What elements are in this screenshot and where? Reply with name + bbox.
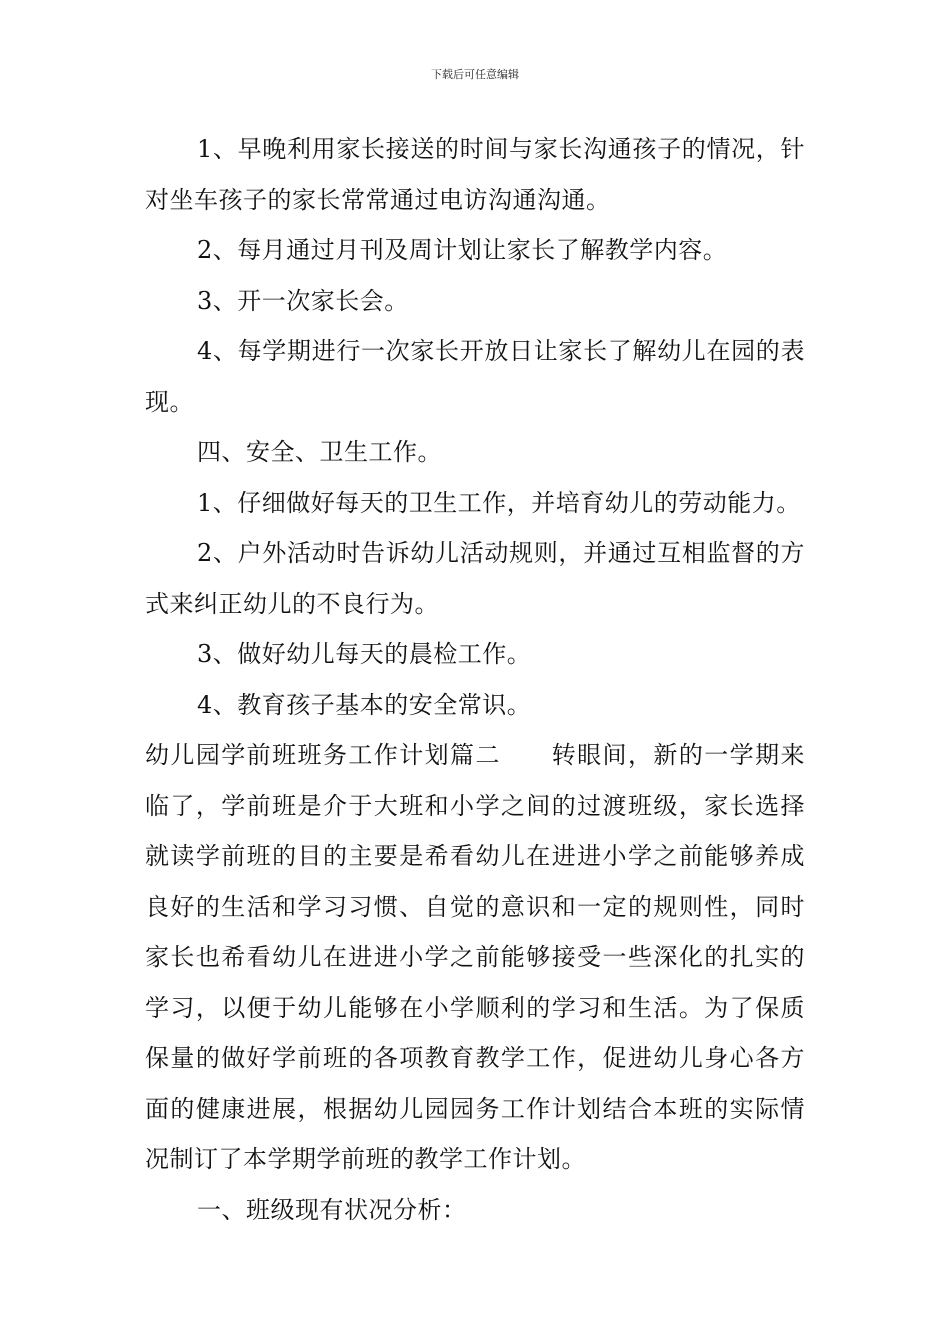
article-intro-paragraph: 幼儿园学前班班务工作计划篇二 转眼间，新的一学期来临了，学前班是介于大班和小学之间的过渡班级，家长选择就读学前班的目的主要是希看幼儿在进进小学之前能够养成良好的生活和学习习惯、自觉的意识和一定的规则性，同时家长也希看幼儿在进进小学之前能够接受一些深化的扎实的学习，以便于幼儿能够在小学顺利的学习和生活。为了保质保量的做好学前班的各项教育教学工作，促进幼儿身心各方面的健康进展，根据幼儿园园务工作计划结合本班的实际情况制订了本学期学前班的教学工作计划。 [145,741,805,1173]
paragraph: 3、做好幼儿每天的晨检工作。 [197,640,532,668]
section-heading: 四、安全、卫生工作。 [197,438,442,466]
paragraph: 2、每月通过月刊及周计划让家长了解教学内容。 [197,236,728,264]
paragraph: 1、早晚利用家长接送的时间与家长沟通孩子的情况，针对坐车孩子的家长常常通过电访沟通沟通。 [145,135,805,214]
paragraph: 1、仔细做好每天的卫生工作，并培育幼儿的劳动能力。 [197,488,801,517]
paragraph: 2、户外活动时告诉幼儿活动规则，并通过互相监督的方式来纠正幼儿的不良行为。 [145,539,805,618]
paragraph: 4、每学期进行一次家长开放日让家长了解幼儿在园的表现。 [145,337,805,416]
paragraph: 3、开一次家长会。 [197,286,409,315]
section-heading: 一、班级现有状况分析： [197,1195,467,1224]
paragraph: 4、教育孩子基本的安全常识。 [197,690,532,719]
page-header: 下载后可任意编辑 [431,68,519,81]
document-body [145,124,805,1235]
